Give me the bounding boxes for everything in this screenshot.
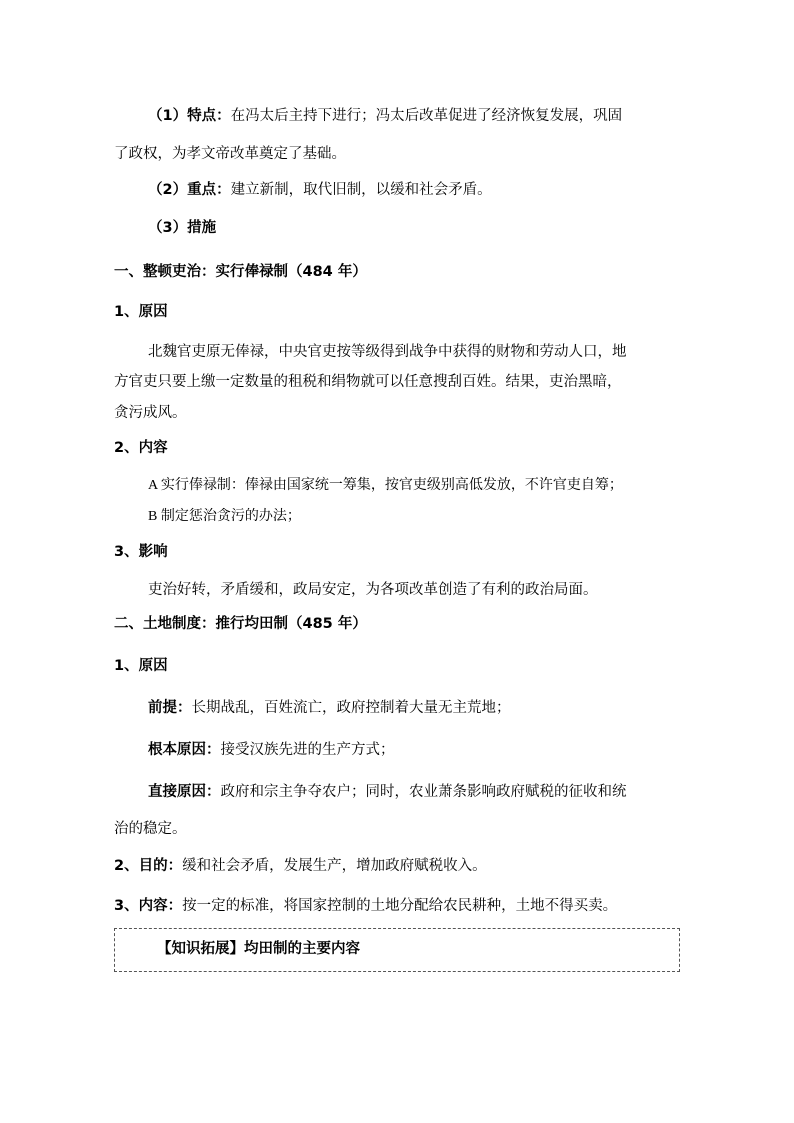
content-line xyxy=(114,896,617,916)
s1-content-heading: 2、内容 xyxy=(114,440,168,456)
feature-line-1 xyxy=(148,106,622,126)
premise-line xyxy=(148,698,511,718)
s2-reason-heading: 1、原因 xyxy=(114,658,168,674)
knowledge-extension-box xyxy=(114,928,680,972)
key-point-line xyxy=(148,180,492,200)
content-text: 按一定的标准，将国家控制的土地分配给农民耕种，土地不得买卖。 xyxy=(182,898,618,914)
s1-content-a: A 实行俸禄制：俸禄由国家统一筹集，按官吏级别高低发放，不许官吏自筹； xyxy=(148,478,623,493)
feature-text-1: 在冯太后主持下进行；冯太后改革促进了经济恢复发展，巩固 xyxy=(230,108,623,124)
root-cause-text: 接受汉族先进的生产方式； xyxy=(220,742,395,758)
direct-cause-line-2: 治的稳定。 xyxy=(114,821,187,837)
content-label: 3、内容： xyxy=(114,898,183,914)
knowledge-extension-title: 【知识拓展】均田制的主要内容 xyxy=(157,941,360,957)
section-2-title: 二、土地制度：推行均田制（485 年） xyxy=(114,616,367,632)
direct-cause-line-1 xyxy=(148,782,627,802)
purpose-label: 2、目的： xyxy=(114,858,183,874)
s1-reason-line-2: 方官吏只要上缴一定数量的租税和绢物就可以任意搜刮百姓。结果，吏治黑暗， xyxy=(114,374,622,390)
purpose-text: 缓和社会矛盾，发展生产，增加政府赋税收入。 xyxy=(182,858,487,874)
direct-cause-text-1: 政府和宗主争夺农户；同时，农业萧条影响政府赋税的征收和统 xyxy=(220,784,627,800)
premise-text: 长期战乱，百姓流亡，政府控制着大量无主荒地； xyxy=(191,700,511,716)
key-label: （2）重点： xyxy=(148,182,231,198)
s1-reason-heading: 1、原因 xyxy=(114,304,168,320)
root-cause-line xyxy=(148,740,395,760)
feature-label: （1）特点： xyxy=(148,108,231,124)
s1-reason-line-3: 贪污成风。 xyxy=(114,405,187,421)
key-text: 建立新制，取代旧制，以缓和社会矛盾。 xyxy=(230,182,492,198)
s1-effect-heading: 3、影响 xyxy=(114,544,168,560)
root-cause-label: 根本原因： xyxy=(148,742,221,758)
section-1-title: 一、整顿吏治：实行俸禄制（484 年） xyxy=(114,264,367,280)
purpose-line xyxy=(114,856,487,876)
premise-label: 前提： xyxy=(148,700,192,716)
s1-reason-line-1: 北魏官吏原无俸禄，中央官吏按等级得到战争中获得的财物和劳动人口，地 xyxy=(148,344,627,360)
s1-content-b: B 制定惩治贪污的办法； xyxy=(148,509,301,524)
s1-effect-text: 吏治好转，矛盾缓和，政局安定，为各项改革创造了有利的政治局面。 xyxy=(148,582,598,598)
measures-heading: （3）措施 xyxy=(148,220,217,236)
feature-line-2: 了政权，为孝文帝改革奠定了基础。 xyxy=(114,146,346,162)
direct-cause-label: 直接原因： xyxy=(148,784,221,800)
